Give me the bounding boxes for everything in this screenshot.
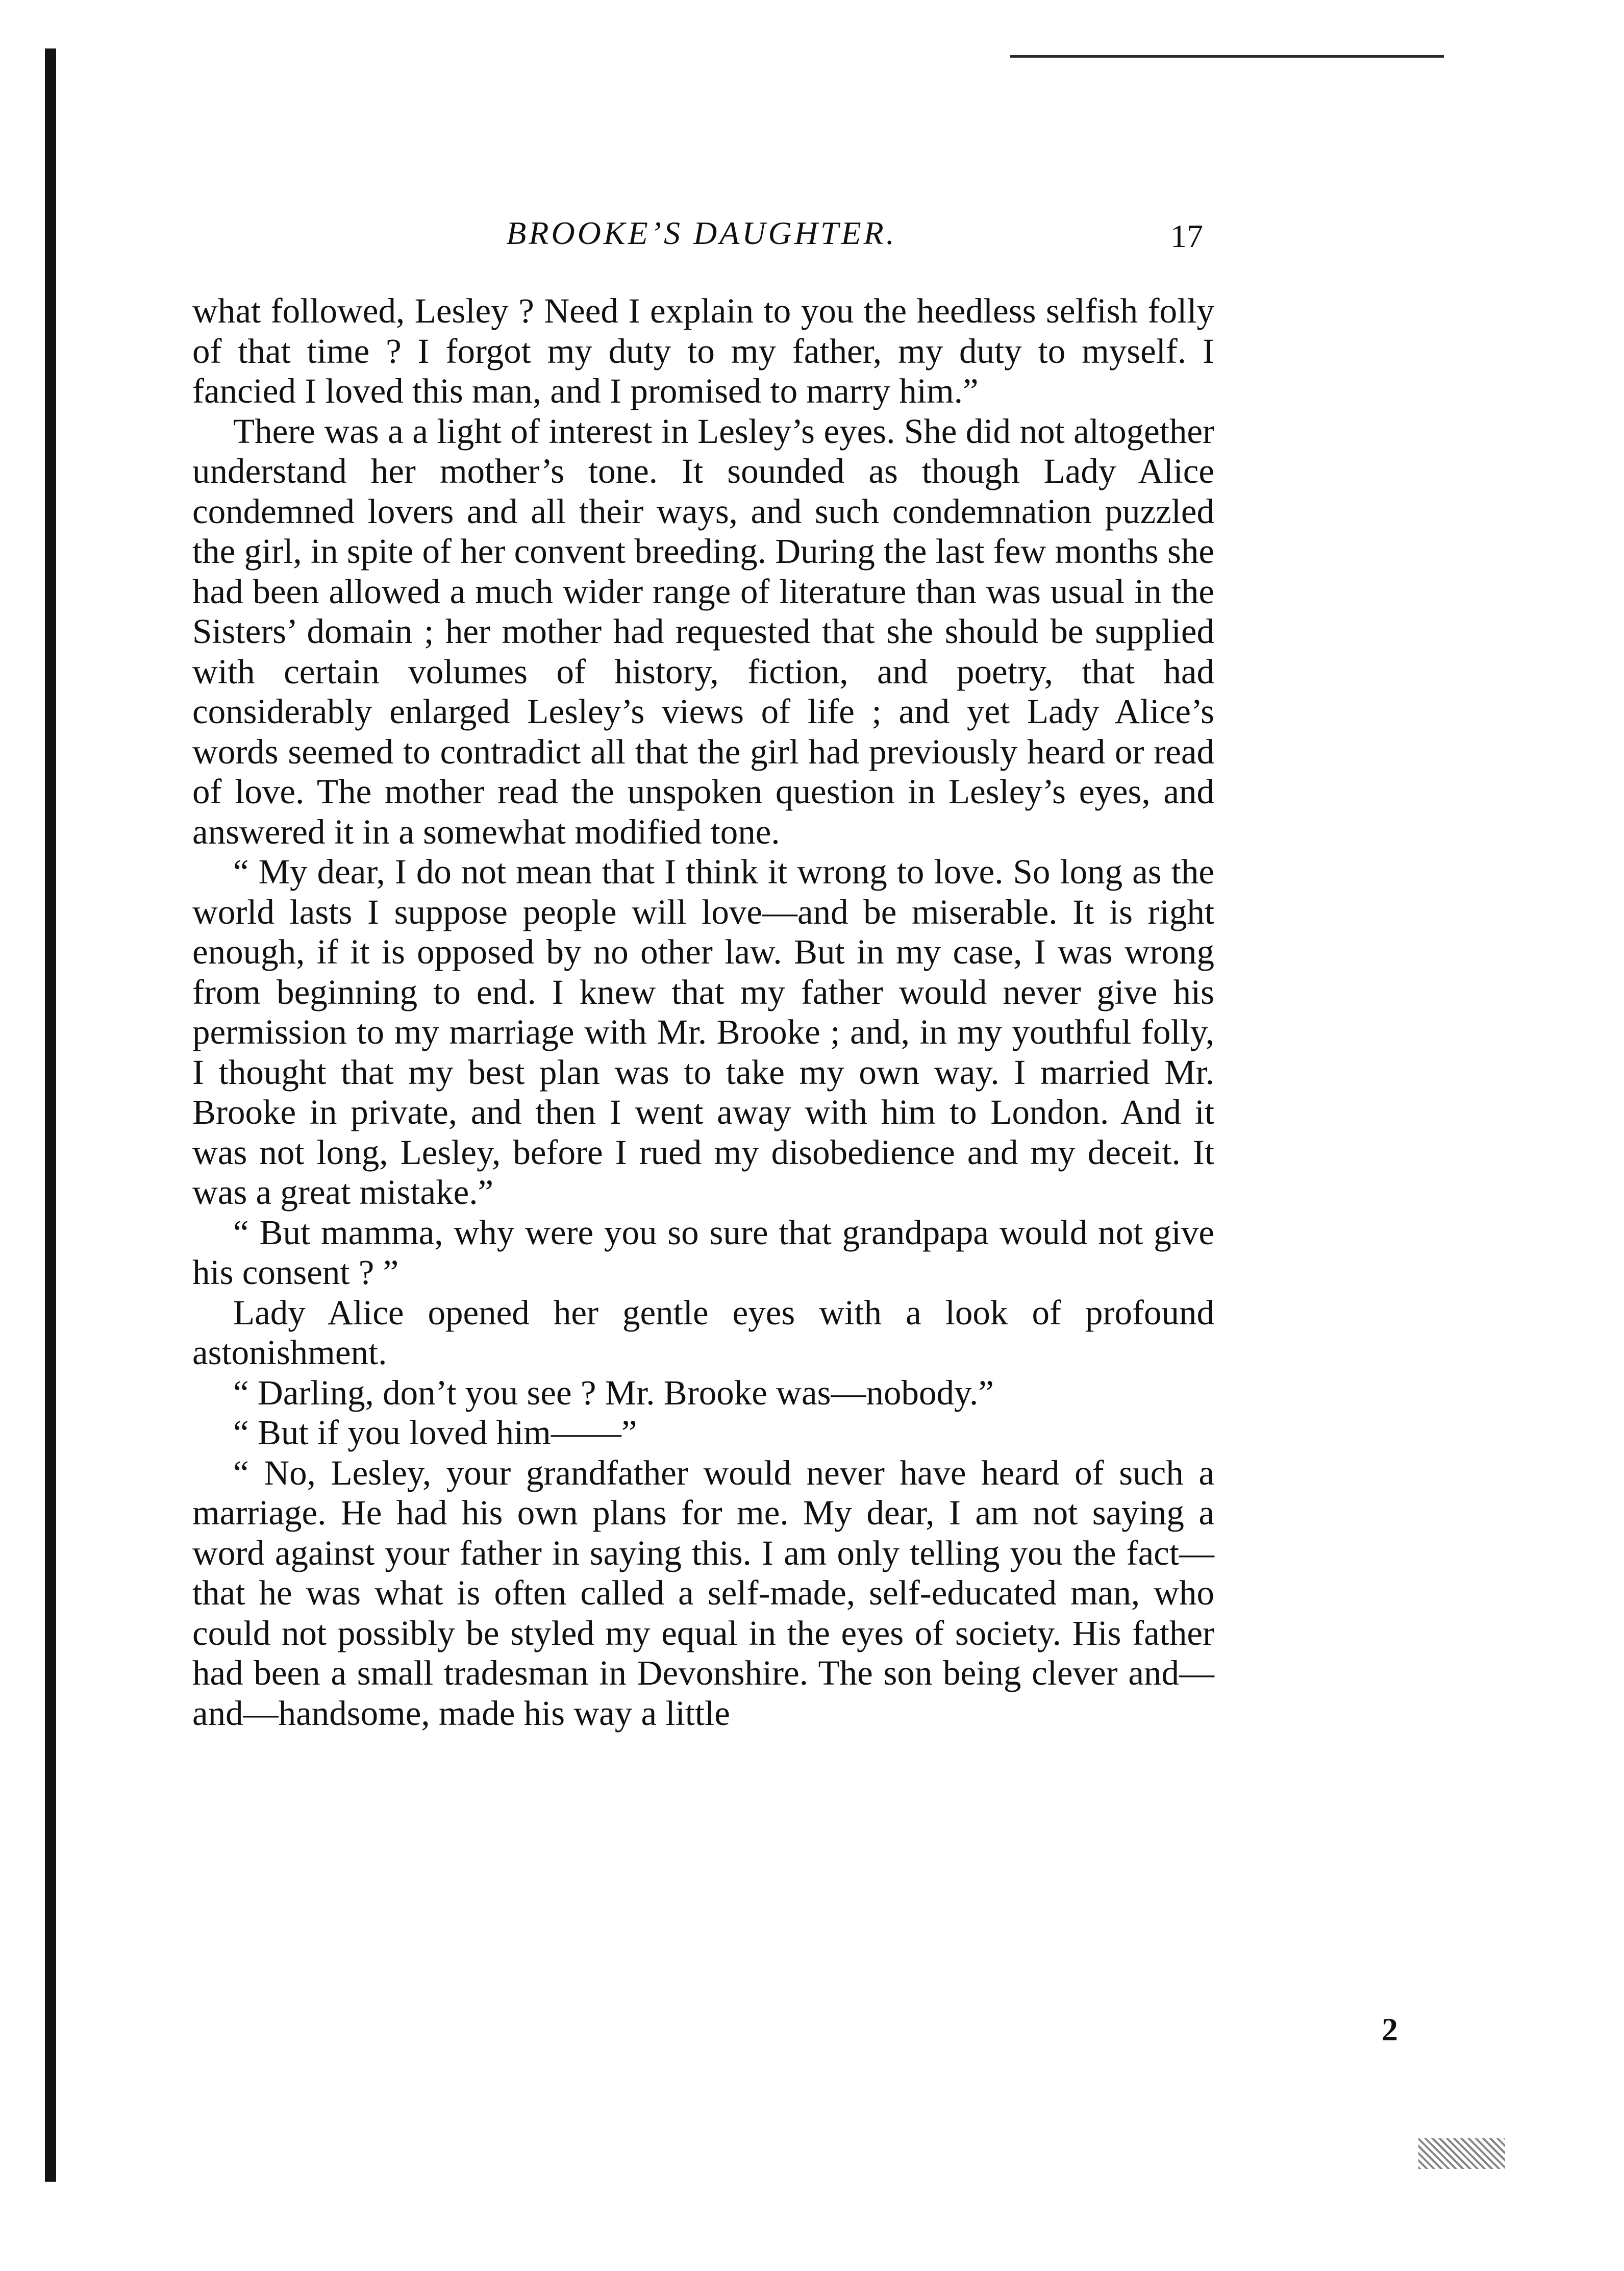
paragraph: “ But mamma, why were you so sure that grandpapa would not give his consent ? ”	[192, 1213, 1214, 1292]
paragraph: “ But if you loved him——”	[233, 1413, 637, 1452]
paragraph: There was a a light of interest in Lesley’s eyes. She did not altogether understand her mother’s tone. It sounded as though Lady Alice condemned lovers and all their ways, and such condemnation puzzled the girl, in spite of her convent breeding. During the last few months she had been allowed a much wider range of literature than was usual in the Sisters’ domain ; her mother had requested that she should be supplied with certain volumes of history, fiction, and poetry, that had considerably enlarged Lesley’s views of life ; and yet Lady Alice’s words seemed to contradict all that the girl had previously heard or read of love. The mother read the unspoken question in Lesley’s eyes, and answered it in a somewhat modified tone.	[192, 411, 1214, 851]
paragraph: Lady Alice opened her gentle eyes with a look of profound astonishment.	[192, 1293, 1214, 1372]
scan-binding-shadow	[45, 48, 56, 2182]
paragraph: what followed, Lesley ? Need I explain to you the heedless selfish folly of that time ? I forgot my duty to my father, my duty to myself. I fancied I loved this man, and I promised to marry him.”	[192, 291, 1214, 410]
scan-corner-noise	[1418, 2138, 1505, 2169]
page-number: 17	[1170, 218, 1203, 254]
signature-mark: 2	[1382, 2011, 1398, 2047]
paragraph: “ No, Lesley, your grandfather would never have heard of such a marriage. He had his own plans for me. My dear, I am not saying a word against your father in saying this. I am only telling you the fact—that he was what is often called a self-made, self-educated man, who could not possibly be styled my equal in the eyes of society. His father had been a small tradesman in Devonshire. The son being clever and—and—handsome, made his way a little	[192, 1453, 1214, 1733]
running-head: BROOKE’S DAUGHTER.	[506, 215, 897, 251]
body-text	[192, 291, 1214, 1733]
paragraph: “ Darling, don’t you see ? Mr. Brooke was—nobody.”	[233, 1373, 994, 1412]
scan-top-rule	[1010, 55, 1444, 58]
paragraph: “ My dear, I do not mean that I think it wrong to love. So long as the world lasts I suppose people will love—and be miserable. It is right enough, if it is opposed by no other law. But in my case, I was wrong from beginning to end. I knew that my father would never give his permission to my marriage with Mr. Brooke ; and, in my youthful folly, I thought that my best plan was to take my own way. I married Mr. Brooke in private, and then I went away with him to London. And it was not long, Lesley, before I rued my disobedience and my deceit. It was a great mistake.”	[192, 852, 1214, 1212]
page-header	[189, 214, 1214, 276]
